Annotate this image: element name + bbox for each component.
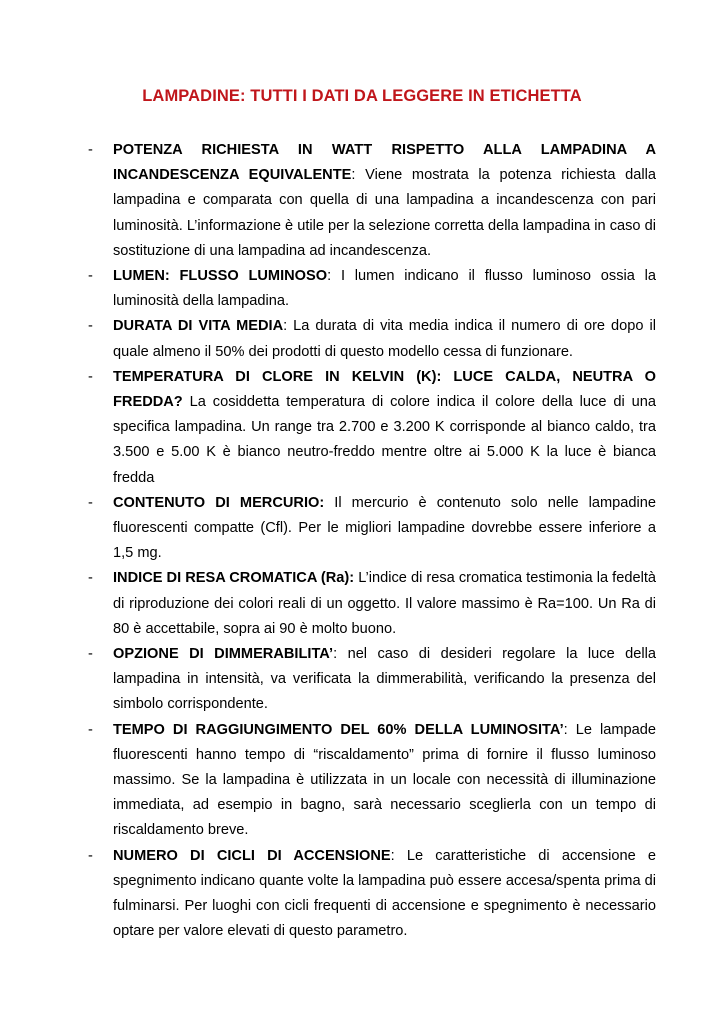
item-heading: LUMEN: FLUSSO LUMINOSO <box>113 268 328 285</box>
list-item-temperatura <box>88 365 656 491</box>
bullet-dash: - <box>88 494 93 511</box>
bullet-dash: - <box>88 368 93 385</box>
bullet-dash: - <box>88 721 93 738</box>
bullet-dash: - <box>88 847 93 864</box>
item-text: : Le caratteristiche di accensione e spegnimento indicano quante volte la lampadina può essere accesa/spenta prima di fulminarsi. Per luoghi con cicli frequenti di accensione e spegnimento è necessario optare per valore elevati di questo parametro. <box>113 847 656 940</box>
item-heading: NUMERO DI CICLI DI ACCENSIONE <box>113 847 391 864</box>
item-heading: POTENZA RICHIESTA IN WATT RISPETTO ALLA LAMPADINA A INCANDESCENZA EQUIVALENTE <box>113 142 656 184</box>
item-text: : La durata di vita media indica il numero di ore dopo il quale almeno il 50% dei prodotti di questo modello cessa di funzionare. <box>113 318 656 360</box>
list-item-durata <box>88 314 656 364</box>
list-item-dimmerabilita <box>88 642 656 718</box>
bullet-dash: - <box>88 318 93 335</box>
label-info-list <box>88 138 656 945</box>
item-text: : I lumen indicano il flusso luminoso ossia la luminosità della lampadina. <box>113 268 656 310</box>
item-heading: OPZIONE DI DIMMERABILITA’ <box>113 646 334 663</box>
list-item-potenza <box>88 138 656 264</box>
item-text: : nel caso di desideri regolare la luce della lampadina in intensità, va verificata la dimmerabilità, verificando la presenza del simbolo corrispondente. <box>113 646 656 713</box>
list-item-mercurio <box>88 491 656 567</box>
document-title: LAMPADINE: TUTTI I DATI DA LEGGERE IN ETICHETTA <box>142 87 582 105</box>
bullet-dash: - <box>88 268 93 285</box>
list-item-tempo-luminosita <box>88 718 656 844</box>
bullet-dash: - <box>88 142 93 158</box>
list-item-lumen <box>88 264 656 314</box>
item-text: : Le lampade fluorescenti hanno tempo di “riscaldamento” prima di fornire il flusso luminoso massimo. Se la lampadina è utilizzata in un locale con necessità di illuminazione immediata, ad esempio in bagno, sarà necessario sceglierla con un tempo di riscaldamento breve. <box>113 721 656 839</box>
item-heading: INDICE DI RESA CROMATICA (Ra): <box>113 570 355 587</box>
item-heading: CONTENUTO DI MERCURIO: <box>113 494 325 511</box>
bullet-dash: - <box>88 646 93 663</box>
item-text: Il mercurio è contenuto solo nelle lampadine fluorescenti compatte (Cfl). Per le migliori lampadine dovrebbe essere inferiore a 1,5 mg. <box>113 494 657 562</box>
list-item-resa-cromatica <box>88 566 656 642</box>
item-text: L’indice di resa cromatica testimonia la fedeltà di riproduzione dei colori reali di un oggetto. Il valore massimo è Ra=100. Un Ra di 80 è accettabile, sopra ai 90 è molto buono. <box>113 570 656 637</box>
item-text: : Viene mostrata la potenza richiesta dalla lampadina e comparata con quella di una lampadina a incandescenza con pari luminosità. L’informazione è utile per la selezione corretta della lampadina in caso di sostituzione di una lampadina ad incandescenza. <box>113 167 657 259</box>
list-item-cicli-accensione <box>88 844 656 945</box>
item-text: La cosiddetta temperatura di colore indica il colore della luce di una specifica lampadina. Un range tra 2.700 e 3.200 K corrisponde al bianco caldo, tra 3.500 e 5.00 K è bianco neutro-freddo mentre oltre ai 5.000 K la luce è bianca fredda <box>113 394 656 486</box>
item-heading: TEMPO DI RAGGIUNGIMENTO DEL 60% DELLA LUMINOSITA’ <box>113 721 564 738</box>
bullet-dash: - <box>88 570 93 587</box>
item-heading: TEMPERATURA DI CLORE IN KELVIN (K): LUCE CALDA, NEUTRA O FREDDA? <box>113 368 656 411</box>
item-heading: DURATA DI VITA MEDIA <box>113 318 284 335</box>
